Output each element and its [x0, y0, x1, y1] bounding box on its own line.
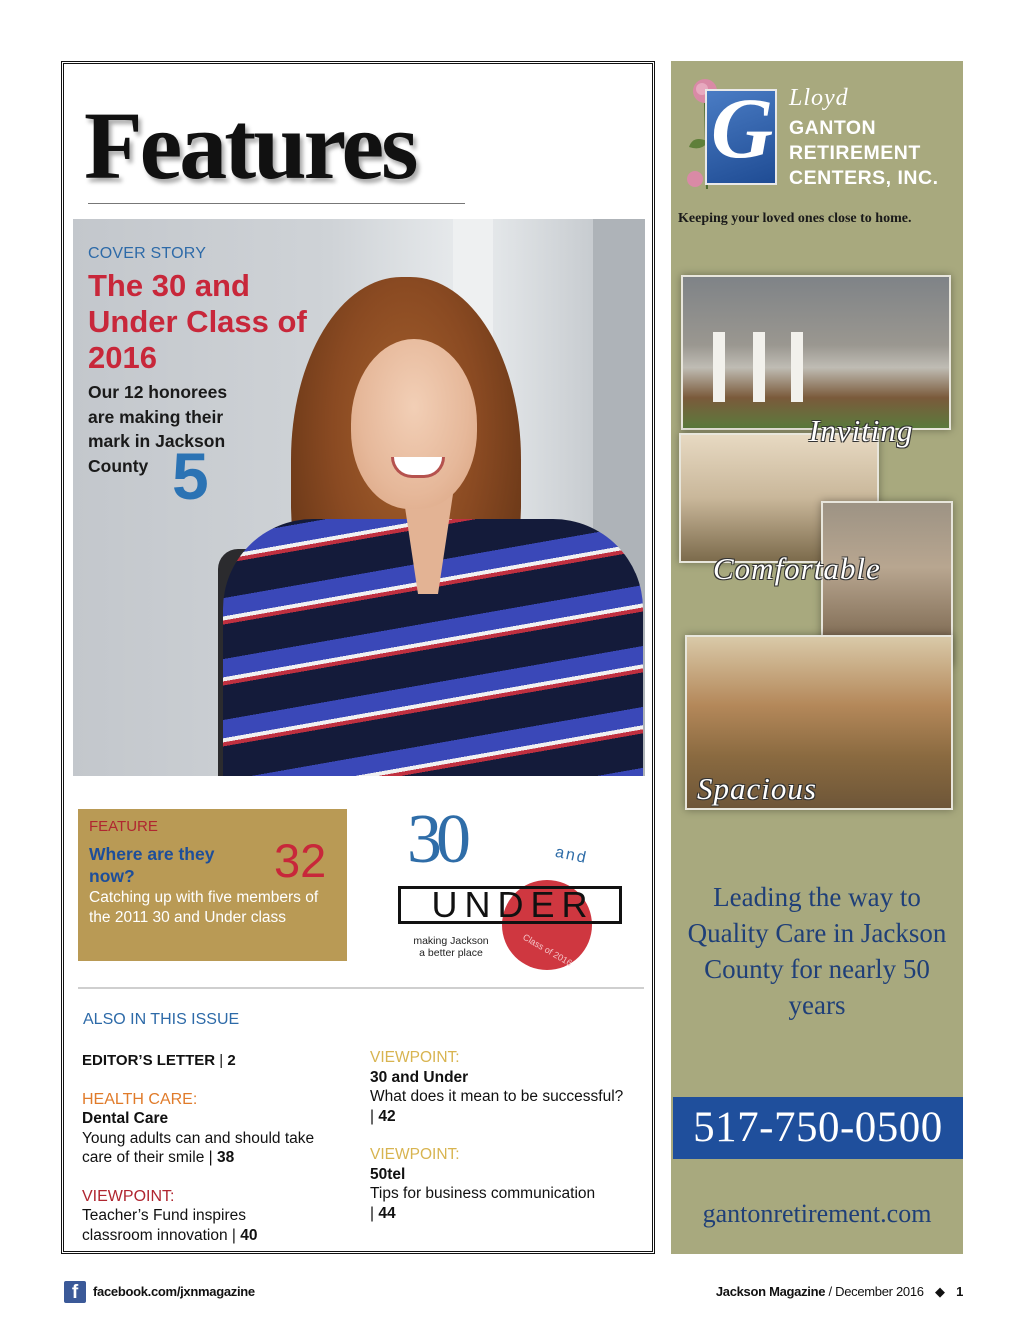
health-care-category: HEALTH CARE:	[82, 1090, 198, 1108]
health-care-description: Young adults can and should take care of their smile	[82, 1129, 315, 1166]
spacer	[82, 1071, 342, 1090]
viewpoint-30-page: 42	[378, 1107, 396, 1125]
editors-letter-entry[interactable]	[82, 1051, 342, 1071]
cover-story-page-number[interactable]: 5	[172, 439, 209, 513]
also-in-this-issue-heading: ALSO IN THIS ISSUE	[83, 1011, 240, 1028]
logo-thirty: 30	[407, 801, 465, 878]
editors-letter-page: 2	[227, 1052, 236, 1069]
diamond-icon: ◆	[935, 1284, 945, 1299]
viewpoint-teachers-description: Teacher’s Fund inspires classroom innovation	[82, 1207, 246, 1244]
footer-publication: Jackson Magazine	[715, 1284, 826, 1299]
section-divider	[78, 987, 644, 989]
feature-headline[interactable]: Where are they now?	[89, 844, 215, 886]
viewpoint-30-category: VIEWPOINT:	[370, 1049, 460, 1066]
health-care-page: 38	[216, 1149, 235, 1166]
cover-story-headline[interactable]: The 30 and Under Class of 2016	[88, 268, 307, 375]
ad-photo-exterior	[681, 275, 951, 430]
title-divider	[88, 203, 465, 204]
cover-story-kicker: COVER STORY	[88, 245, 207, 262]
page-separator: |	[227, 1226, 241, 1244]
cover-story-subhead: Our 12 honorees are making their mark in Jackson County	[88, 382, 228, 476]
ad-company-line: GANTON	[789, 117, 877, 139]
page-separator: |	[370, 1204, 379, 1222]
ad-website-link[interactable]: gantonretirement.com	[702, 1199, 932, 1228]
spacer	[370, 1126, 640, 1145]
viewpoint-teachers-page: 40	[240, 1226, 258, 1244]
ad-company-name	[789, 116, 939, 191]
contents-left-column	[82, 1051, 342, 1245]
facebook-icon[interactable]: f	[64, 1281, 86, 1303]
ad-company-line: RETIREMENT	[789, 142, 921, 164]
viewpoint-50tel-category: VIEWPOINT:	[370, 1146, 460, 1163]
viewpoint-30-entry[interactable]	[370, 1048, 640, 1126]
feature-kicker: FEATURE	[89, 818, 158, 835]
feature-page-number[interactable]: 32	[274, 834, 327, 887]
facebook-link[interactable]: facebook.com/jxnmagazine	[93, 1284, 255, 1299]
photo-column	[791, 332, 803, 402]
feature-box[interactable]	[78, 809, 347, 961]
viewpoint-30-description: What does it mean to be successful?	[370, 1088, 624, 1105]
footer-issue: / December 2016	[828, 1284, 924, 1299]
contents-right-column	[370, 1048, 640, 1223]
footer-page-number: 1	[956, 1284, 963, 1299]
viewpoint-teachers-category: VIEWPOINT:	[82, 1187, 175, 1205]
viewpoint-50tel-title: 50tel	[370, 1165, 406, 1183]
thirty-and-under-logo	[395, 801, 630, 975]
viewpoint-50tel-page: 44	[378, 1204, 396, 1222]
viewpoint-50tel-entry[interactable]	[370, 1145, 640, 1223]
viewpoint-30-title: 30 and Under	[370, 1068, 469, 1086]
logo-under: UNDER	[431, 884, 595, 925]
health-care-title: Dental Care	[82, 1110, 169, 1127]
photo-column	[753, 332, 765, 402]
spacer	[82, 1168, 342, 1187]
photo-face	[351, 339, 477, 509]
ad-label-comfortable: Comfortable	[713, 551, 881, 586]
ganton-advertisement[interactable]	[671, 61, 963, 1254]
viewpoint-50tel-description: Tips for business communication	[370, 1185, 596, 1202]
page-separator: |	[204, 1149, 217, 1166]
viewpoint-teachers-entry[interactable]	[82, 1187, 342, 1246]
health-care-entry[interactable]	[82, 1090, 342, 1168]
logo-tagline: making Jackson a better place	[413, 935, 489, 959]
ad-company-line: CENTERS, INC.	[789, 167, 939, 189]
feature-description: Catching up with five members of the 2011 30 and Under class	[89, 889, 319, 926]
editors-letter-label: EDITOR’S LETTER	[82, 1052, 216, 1069]
logo-and: and	[553, 843, 590, 868]
logo-class-of: Class of 2016	[521, 931, 574, 969]
ad-phone-number[interactable]: 517-750-0500	[673, 1097, 963, 1159]
ad-lead-text: Leading the way to Quality Care in Jackson County for nearly 50 years	[687, 882, 947, 1020]
ad-label-spacious: Spacious	[697, 771, 817, 806]
page-title: Features	[84, 92, 416, 199]
ganton-logo-letter: G	[710, 80, 774, 176]
footer-publication-info	[716, 1284, 963, 1300]
page-separator: |	[370, 1107, 379, 1125]
ad-script-name: Lloyd	[789, 85, 849, 111]
photo-column	[713, 332, 725, 402]
ad-label-inviting: Inviting	[809, 413, 914, 448]
page-separator: |	[215, 1052, 228, 1069]
ad-tagline: Keeping your loved ones close to home.	[678, 211, 912, 226]
